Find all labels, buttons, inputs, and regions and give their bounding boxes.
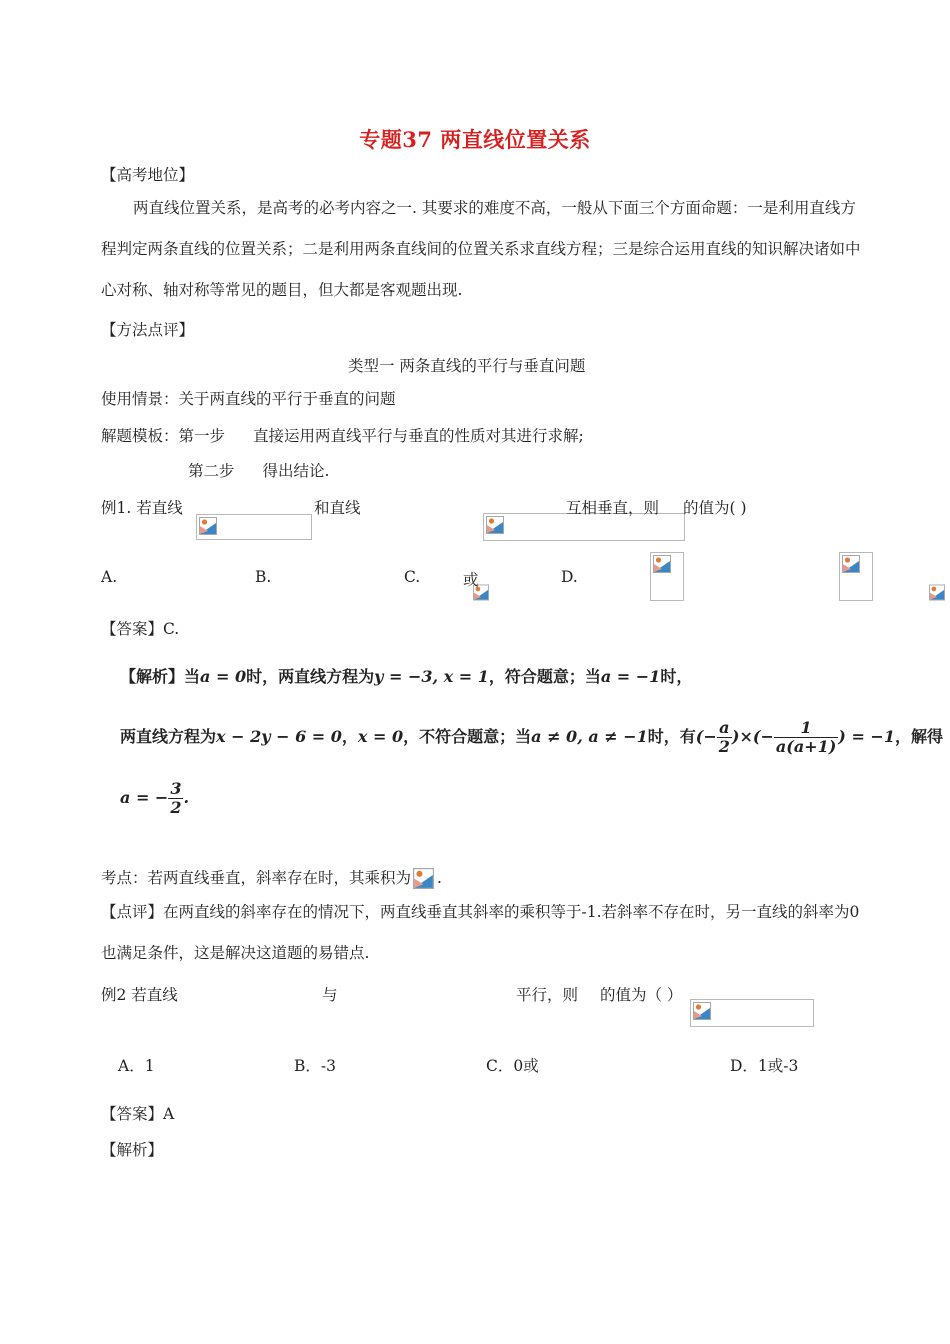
analysis1-math: a ≠ 0, a ≠ −1 [531,727,648,746]
section-heading-exam-position: 【高考地位】 [101,166,195,184]
broken-image-icon [842,555,860,573]
example2-prefix: 例2 若直线 [101,986,178,1004]
example2-end: 的值为（ ） [600,986,683,1004]
example2-option-b: B．-3 [294,1057,336,1075]
analysis1-math: . [183,788,190,807]
fraction-denominator: 2 [170,798,182,817]
analysis1-text: 时， [660,667,693,686]
analysis1-text: ，符合题意；当 [488,667,601,686]
example1-answer: 【答案】C. [101,620,180,638]
analysis1-line2: 两直线方程为x − 2y − 6 = 0，x = 0，不符合题意；当a ≠ 0, a ≠ −1时，有(− $\frac{a}{2}$ )×(− $\frac{1}{a(a+1)}$ ) = −1，解得 [120,718,943,756]
analysis1-text: ，解得 [894,727,943,746]
usage-text: 关于两直线的平行于垂直的问题 [178,390,396,408]
kaodian-end: . [437,869,442,887]
page-title: 专题37 两直线位置关系 [359,127,591,152]
usage-line [101,387,396,409]
broken-image-icon [693,1002,711,1020]
example1-option-c-image1 [839,552,873,601]
example2-suffix: 平行，则 [516,986,579,1004]
broken-image-icon [413,868,434,889]
example2-equation1-image [690,999,814,1027]
kaodian-text: 考点：若两直线垂直，斜率存在时，其乘积为 [101,869,412,887]
comment-label: 【点评】 [101,903,164,921]
comment-text: 在两直线的斜率存在的情况下，两直线垂直其斜率的乘积等于-1.若斜率不存在时，另一直线的斜率为0也满足条件，这是解决这道题的易错点. [101,903,860,962]
broken-image-icon [486,516,504,534]
analysis1-math: x = 0 [357,727,404,746]
example2-analysis-label: 【解析】 [101,1141,164,1159]
type-one-heading: 类型一 两条直线的平行与垂直问题 [348,357,586,375]
example2-mid: 与 [322,986,338,1004]
analysis1-line3 [120,775,189,821]
fraction-numerator: 1 [774,719,838,738]
analysis1-math: a = 0 [200,667,247,686]
analysis1-text: 两直线方程为 [120,727,217,746]
analysis1-line1 [120,664,692,687]
analysis1-label: 【解析】 [120,667,185,686]
section-heading-method: 【方法点评】 [101,321,195,339]
analysis1-text: 时，有 [647,727,696,746]
fraction-numerator: 3 [170,779,182,799]
kaodian-line [101,866,442,890]
example1-mid: 和直线 [314,499,361,517]
example1-option-c-or: 或 [463,571,479,589]
intro-paragraph: 两直线位置关系，是高考的必考内容之一. 其要求的难度不高，一般从下面三个方面命题：一是利用直线方程判定两条直线的位置关系；二是利用两条直线间的位置关系求直线方程；三是综合运用直线的知识解决诸如中心对称、轴对称等常见的题目，但大都是客观题出现. [101,199,861,299]
step2-line [188,459,329,481]
example1-prefix: 例1. 若直线 [101,499,183,517]
example1-suffix: 互相垂直，则 [566,499,660,517]
example1-option-c-image2 [929,584,946,602]
example1-option-c-label: C. [404,568,421,586]
example1-option-a-label: A. [101,568,118,586]
fraction-numerator: a [717,719,732,738]
usage-label: 使用情景： [101,390,179,408]
example2-answer: 【答案】A [101,1105,175,1123]
analysis1-math: y = −3, x = 1 [374,667,489,686]
step1-text: 直接运用两直线平行与垂直的性质对其进行求解; [253,427,584,445]
example1-option-b-label: B. [255,568,272,586]
example2-option-d: D．1或-3 [730,1057,799,1075]
template-line [101,424,584,446]
example1-option-d-label: D. [561,568,578,586]
step2-text: 得出结论. [262,462,330,480]
step1-label: 第一步 [178,427,226,445]
analysis1-math: a = − [120,788,169,807]
example2-option-c: C．0或 [486,1057,539,1075]
analysis1-text: 时，两直线方程为 [246,667,375,686]
example2-option-a: A．1 [118,1057,155,1075]
comment-paragraph [101,892,861,974]
analysis1-math: x − 2y − 6 = 0 [216,727,342,746]
analysis1-text: ， [341,727,358,746]
fraction-1-over-a-a-plus-1 [774,719,838,755]
template-label: 解题模板： [101,427,179,445]
kaodian-value-image [413,868,435,890]
step2-label: 第二步 [188,462,235,480]
broken-image-icon [199,517,217,535]
fraction-3-over-2 [168,780,183,816]
analysis1-text: 当 [184,667,201,686]
analysis1-math: ) = −1 [838,727,895,746]
broken-image-icon [929,584,945,601]
broken-image-icon [653,555,671,573]
fraction-denominator: a(a+1) [775,737,837,756]
example1-end: 的值为( ) [683,499,747,517]
example1-option-b-image [650,552,684,601]
fraction-denominator: 2 [718,737,730,756]
analysis1-text: ，不符合题意；当 [403,727,532,746]
fraction-a-over-2 [717,719,732,755]
example1-equation1-image [196,514,312,540]
analysis1-math: a = −1 [600,667,661,686]
